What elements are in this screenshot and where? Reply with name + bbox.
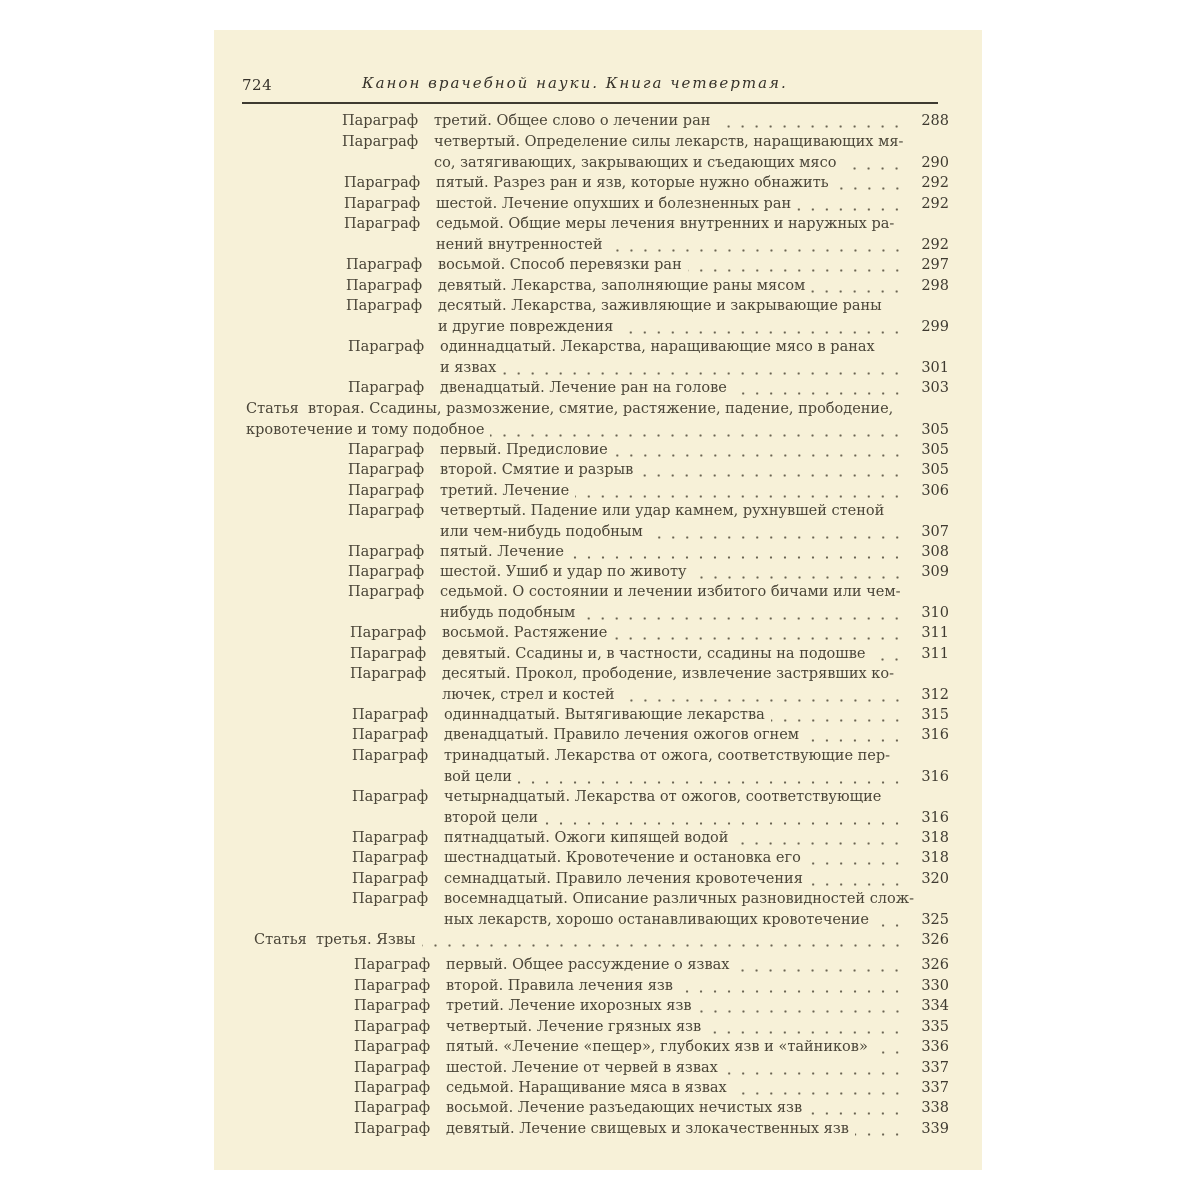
dot-leader xyxy=(609,249,904,252)
toc-entry-text: третья. Язвы xyxy=(316,932,416,948)
toc-entry-text: ных лекарств, хорошо останавливающих кровотечение xyxy=(444,911,869,928)
toc-entry-line xyxy=(440,582,901,603)
toc-page-number: 292 xyxy=(921,175,949,191)
toc-page-number: 337 xyxy=(921,1080,949,1096)
toc-entry-line xyxy=(440,522,884,543)
toc-entry-text: вторая. Ссадины, размозжение, смятие, растяжение, падение, прободение, xyxy=(308,401,894,417)
toc-entry-line xyxy=(444,725,799,746)
toc-entry-line xyxy=(438,317,882,338)
toc-entry-prefix: Параграф xyxy=(354,1019,431,1035)
toc-entry-line xyxy=(442,664,894,685)
toc-page-number: 290 xyxy=(921,154,949,171)
toc-entry-prefix: Параграф xyxy=(344,216,421,232)
dot-leader xyxy=(544,822,904,825)
dot-leader xyxy=(716,125,904,128)
toc-entry-prefix: Параграф xyxy=(352,748,429,764)
toc-page-number: 307 xyxy=(921,523,949,540)
toc-entry-prefix: Параграф xyxy=(346,278,423,294)
dot-leader xyxy=(771,719,904,722)
toc-page-number: 292 xyxy=(921,236,949,253)
toc-entry-text: третий. Лечение xyxy=(440,483,570,499)
toc-entry-line xyxy=(436,235,894,256)
toc-entry-line xyxy=(316,930,416,951)
dot-leader xyxy=(733,1092,904,1095)
dot-leader xyxy=(422,944,905,947)
toc-page-number: 305 xyxy=(921,462,949,478)
toc-entry-text: пятый. Лечение xyxy=(440,544,565,560)
toc-page-number: 339 xyxy=(921,1121,949,1137)
dot-leader xyxy=(808,1112,904,1115)
toc-entry-text: одиннадцатый. Вытягивающие лекарства xyxy=(444,707,765,723)
toc-entry-line xyxy=(444,787,881,808)
toc-entry-text: четвертый. Определение силы лекарств, наращивающих мя- xyxy=(434,134,904,150)
toc-entry-text: нений внутренностей xyxy=(436,236,603,253)
toc-entry-prefix: Параграф xyxy=(348,380,425,396)
dot-leader xyxy=(707,1031,904,1034)
toc-entry-prefix: Параграф xyxy=(350,646,427,662)
toc-entry-prefix: Параграф xyxy=(354,957,431,973)
toc-page-number: 325 xyxy=(921,911,949,928)
page-number: 724 xyxy=(242,76,273,94)
toc-entry-line xyxy=(434,132,903,153)
toc-entry-line xyxy=(440,440,608,461)
toc-entry-text: второй. Смятие и разрыв xyxy=(440,462,634,478)
toc-entry-prefix: Параграф xyxy=(348,462,425,478)
toc-page-number: 311 xyxy=(921,625,949,641)
toc-entry-line xyxy=(444,889,914,910)
toc-entry-prefix: Параграф xyxy=(348,339,425,355)
dot-leader xyxy=(875,924,904,927)
toc-page-number: 318 xyxy=(921,830,949,846)
dot-leader xyxy=(805,739,904,742)
toc-entry-text: девятый. Ссадины и, в частности, ссадины на подошве xyxy=(442,646,866,662)
toc-entry-text: нибудь подобным xyxy=(440,604,576,621)
toc-entry-text: четвертый. Падение или удар камнем, рухнувшей стеной xyxy=(440,503,885,519)
toc-entry-prefix: Параграф xyxy=(346,257,423,273)
dot-leader xyxy=(614,454,904,457)
toc-entry-line xyxy=(440,337,875,358)
toc-entry-text: девятый. Лечение свищевых и злокачественных язв xyxy=(446,1121,849,1137)
toc-page-number: 305 xyxy=(921,421,949,438)
toc-entry-prefix: Параграф xyxy=(354,1039,431,1055)
dot-leader xyxy=(649,536,904,539)
toc-entry-text: десятый. Лекарства, заживляющие и закрывающие раны xyxy=(438,298,882,314)
dot-leader xyxy=(693,576,905,579)
dot-leader xyxy=(871,658,904,661)
toc-entry-text: шестой. Ушиб и удар по животу xyxy=(440,564,687,580)
toc-entry-text: второй цели xyxy=(444,809,538,826)
toc-entry-line xyxy=(246,420,893,441)
toc-entry-line xyxy=(446,1078,727,1099)
toc-entry-line xyxy=(438,255,682,276)
toc-entry-line xyxy=(444,808,881,829)
toc-entry-prefix: Параграф xyxy=(348,584,425,600)
toc-entry-text: седьмой. Наращивание мяса в язвах xyxy=(446,1080,727,1096)
toc-entry-text: и язвах xyxy=(440,359,497,376)
dot-leader xyxy=(735,969,904,972)
toc-page-number: 310 xyxy=(921,604,949,621)
toc-page-number: 301 xyxy=(921,359,949,376)
toc-entry-text: пятнадцатый. Ожоги кипящей водой xyxy=(444,830,729,846)
toc-entry-text: тринадцатый. Лекарства от ожога, соответствующие пер- xyxy=(444,748,891,764)
toc-entry-text: одиннадцатый. Лекарства, наращивающие мясо в ранах xyxy=(440,339,875,355)
dot-leader xyxy=(639,474,904,477)
toc-entry-prefix: Параграф xyxy=(350,625,427,641)
toc-entry-line xyxy=(442,685,894,706)
toc-entry-prefix: Параграф xyxy=(352,871,429,887)
toc-page-number: 308 xyxy=(921,544,949,560)
toc-entry-text: восемнадцатый. Описание различных разновидностей слож- xyxy=(444,891,914,907)
toc-entry-text: восьмой. Растяжение xyxy=(442,625,608,641)
dot-leader xyxy=(724,1072,904,1075)
toc-entry-line xyxy=(446,1058,718,1079)
toc-entry-line xyxy=(440,542,564,563)
toc-entry-prefix: Статья xyxy=(246,401,299,417)
toc-entry-prefix: Параграф xyxy=(342,134,419,150)
toc-page-number: 334 xyxy=(921,998,949,1014)
toc-entry-text: седьмой. Общие меры лечения внутренних и наружных ра- xyxy=(436,216,895,232)
dot-leader xyxy=(807,862,904,865)
toc-entry-line xyxy=(446,1098,802,1119)
toc-entry-prefix: Параграф xyxy=(354,1121,431,1137)
toc-entry-line xyxy=(446,1017,701,1038)
toc-page-number: 288 xyxy=(921,113,949,129)
toc-entry-text: третий. Лечение ихорозных язв xyxy=(446,998,692,1014)
toc-page-number: 315 xyxy=(921,707,949,723)
toc-page-number: 316 xyxy=(921,809,949,826)
toc-entry-text: шестнадцатый. Кровотечение и остановка его xyxy=(444,850,801,866)
toc-entry-line xyxy=(444,848,801,869)
toc-entry-prefix: Параграф xyxy=(344,175,421,191)
dot-leader xyxy=(570,556,904,559)
toc-entry-prefix: Параграф xyxy=(352,830,429,846)
toc-entry-line xyxy=(438,276,805,297)
dot-leader xyxy=(490,434,904,437)
toc-entry-prefix: Параграф xyxy=(342,113,419,129)
dot-leader xyxy=(734,842,904,845)
toc-page-number: 326 xyxy=(921,957,949,973)
toc-entry-text: второй. Правила лечения язв xyxy=(446,978,673,994)
toc-entry-text: седьмой. О состоянии и лечении избитого бичами или чем- xyxy=(440,584,901,600)
toc-page-number: 336 xyxy=(921,1039,949,1055)
toc-entry-prefix: Параграф xyxy=(354,1080,431,1096)
toc-page-number: 303 xyxy=(921,380,949,396)
toc-page-number: 298 xyxy=(921,278,949,294)
toc-entry-line xyxy=(444,746,890,767)
dot-leader xyxy=(733,392,904,395)
toc-entry-text: и другие повреждения xyxy=(438,318,614,335)
toc-entry-text: семнадцатый. Правило лечения кровотечения xyxy=(444,871,803,887)
toc-page-number: 309 xyxy=(921,564,949,580)
toc-entry-text: третий. Общее слово о лечении ран xyxy=(434,113,711,129)
dot-leader xyxy=(613,637,904,640)
dot-leader xyxy=(855,1133,904,1136)
dot-leader xyxy=(811,290,904,293)
toc-entry-line xyxy=(440,501,884,522)
toc-entry-text: четвертый. Лечение грязных язв xyxy=(446,1019,702,1035)
toc-entry-line xyxy=(440,378,727,399)
toc-entry-prefix: Параграф xyxy=(348,544,425,560)
dot-leader xyxy=(698,1010,904,1013)
toc-entry-text: или чем-нибудь подобным xyxy=(440,523,643,540)
book-page xyxy=(214,30,982,1170)
toc-page-number: 292 xyxy=(921,196,949,212)
book-title: Канон врачебной науки. Книга четвертая. xyxy=(362,74,788,92)
toc-entry-line xyxy=(440,603,901,624)
toc-entry-line xyxy=(434,153,903,174)
toc-page-number: 311 xyxy=(921,646,949,662)
toc-entry-line xyxy=(436,194,791,215)
toc-entry-line xyxy=(446,1037,868,1058)
toc-entry-text: шестой. Лечение опухших и болезненных ран xyxy=(436,196,792,212)
toc-entry-line xyxy=(436,214,894,235)
toc-entry-text: пятый. Разрез ран и язв, которые нужно обнажить xyxy=(436,175,829,191)
dot-leader xyxy=(797,208,904,211)
dot-leader xyxy=(518,781,904,784)
toc-page-number: 316 xyxy=(921,727,949,743)
toc-entry-prefix: Параграф xyxy=(350,666,427,682)
toc-page-number: 299 xyxy=(921,318,949,335)
toc-entry-prefix: Параграф xyxy=(348,564,425,580)
toc-entry-text: вой цели xyxy=(444,768,512,785)
toc-entry-prefix: Параграф xyxy=(352,707,429,723)
toc-entry-prefix: Параграф xyxy=(354,978,431,994)
toc-page-number: 316 xyxy=(921,768,949,785)
dot-leader xyxy=(575,495,904,498)
toc-entry-text: первый. Предисловие xyxy=(440,442,608,458)
toc-entry-text: первый. Общее рассуждение о язвах xyxy=(446,957,730,973)
toc-entry-text: двенадцатый. Лечение ран на голове xyxy=(440,380,727,396)
toc-page-number: 326 xyxy=(921,932,949,948)
toc-entry-prefix: Параграф xyxy=(352,850,429,866)
toc-entry-text: восьмой. Способ перевязки ран xyxy=(438,257,682,273)
toc-entry-text: пятый. «Лечение «пещер», глубоких язв и «тайников» xyxy=(446,1039,868,1055)
toc-entry-text: четырнадцатый. Лекарства от ожогов, соответствующие xyxy=(444,789,882,805)
toc-entry-line xyxy=(442,644,865,665)
toc-entry-line xyxy=(436,173,829,194)
toc-entry-prefix: Параграф xyxy=(346,298,423,314)
toc-page-number: 320 xyxy=(921,871,949,887)
toc-entry-line xyxy=(444,910,914,931)
dot-leader xyxy=(835,187,904,190)
toc-entry-text: шестой. Лечение от червей в язвах xyxy=(446,1060,718,1076)
toc-entry-text: двенадцатый. Правило лечения ожогов огнем xyxy=(444,727,800,743)
toc-entry-prefix: Параграф xyxy=(352,727,429,743)
toc-page-number: 312 xyxy=(921,686,949,703)
toc-entry-line xyxy=(308,399,893,420)
toc-entry-prefix: Параграф xyxy=(348,503,425,519)
dot-leader xyxy=(502,372,904,375)
dot-leader xyxy=(688,269,904,272)
toc-entry-prefix: Параграф xyxy=(344,196,421,212)
toc-entry-line xyxy=(444,828,728,849)
dot-leader xyxy=(621,699,904,702)
toc-page-number: 306 xyxy=(921,483,949,499)
toc-page-number: 305 xyxy=(921,442,949,458)
toc-entry-line xyxy=(444,705,765,726)
toc-page-number: 297 xyxy=(921,257,949,273)
table-of-contents xyxy=(214,30,982,1170)
toc-entry-prefix: Параграф xyxy=(352,891,429,907)
toc-entry-line xyxy=(442,623,607,644)
toc-page-number: 338 xyxy=(921,1100,949,1116)
toc-page-number: 318 xyxy=(921,850,949,866)
toc-entry-text: кровотечение и тому подобное xyxy=(246,421,485,438)
toc-entry-prefix: Параграф xyxy=(348,483,425,499)
dot-leader xyxy=(619,331,904,334)
toc-entry-line xyxy=(434,111,710,132)
toc-entry-line xyxy=(446,1119,849,1140)
toc-entry-line xyxy=(438,296,882,317)
dot-leader xyxy=(809,883,904,886)
dot-leader xyxy=(581,617,904,620)
dot-leader xyxy=(679,990,904,993)
toc-entry-prefix: Параграф xyxy=(352,789,429,805)
toc-page-number: 330 xyxy=(921,978,949,994)
toc-entry-prefix: Параграф xyxy=(348,442,425,458)
dot-leader xyxy=(842,167,904,170)
toc-entry-line xyxy=(440,562,687,583)
dot-leader xyxy=(874,1051,904,1054)
toc-entry-text: со, затягивающих, закрывающих и съедающих мясо xyxy=(434,154,837,171)
toc-page-number: 337 xyxy=(921,1060,949,1076)
toc-entry-line xyxy=(440,358,875,379)
toc-entry-prefix: Параграф xyxy=(354,1100,431,1116)
toc-entry-text: девятый. Лекарства, заполняющие раны мясом xyxy=(438,278,806,294)
toc-entry-prefix: Статья xyxy=(254,932,307,948)
toc-entry-line xyxy=(446,955,729,976)
toc-entry-text: восьмой. Лечение разъедающих нечистых язв xyxy=(446,1100,803,1116)
toc-entry-prefix: Параграф xyxy=(354,998,431,1014)
toc-entry-prefix: Параграф xyxy=(354,1060,431,1076)
toc-entry-line xyxy=(440,460,633,481)
toc-entry-line xyxy=(440,481,569,502)
toc-entry-text: лючек, стрел и костей xyxy=(442,686,615,703)
toc-page-number: 335 xyxy=(921,1019,949,1035)
toc-entry-line xyxy=(446,976,673,997)
toc-entry-line xyxy=(446,996,692,1017)
toc-entry-line xyxy=(444,767,890,788)
toc-entry-text: десятый. Прокол, прободение, извлечение застрявших ко- xyxy=(442,666,894,682)
toc-entry-line xyxy=(444,869,803,890)
